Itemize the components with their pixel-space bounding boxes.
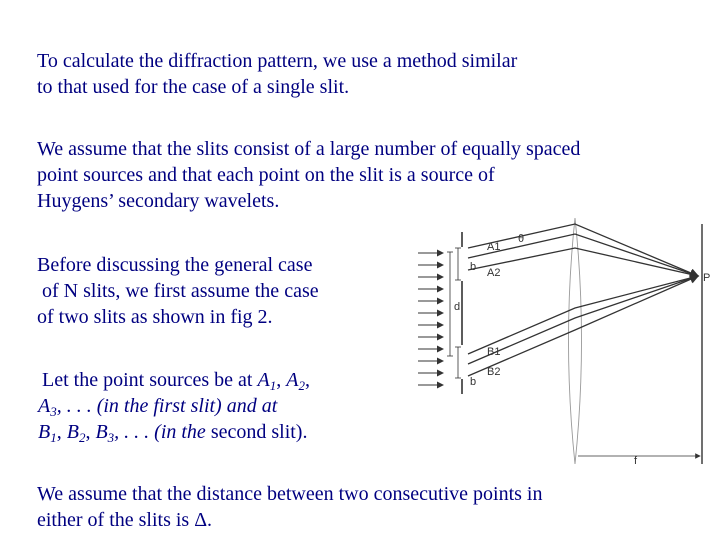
label-d: d bbox=[454, 301, 461, 313]
text-fragment: , bbox=[276, 369, 287, 391]
text-line bbox=[42, 367, 310, 393]
text-line bbox=[38, 393, 310, 419]
symbol: A bbox=[38, 395, 51, 417]
subscript: 1 bbox=[50, 430, 57, 445]
text-line: We assume that the distance between two consecutive points in bbox=[37, 483, 543, 505]
subscript: 2 bbox=[78, 430, 86, 445]
text-fragment: , . . . (in the first slit) and at bbox=[56, 395, 278, 417]
text-line: Huygens’ secondary wavelets. bbox=[37, 190, 280, 212]
text-line: of two slits as shown in fig 2. bbox=[37, 306, 273, 328]
subscript: 3 bbox=[50, 404, 57, 419]
text-fragment: second slit). bbox=[205, 421, 308, 443]
label-p: P bbox=[703, 272, 710, 284]
label-theta: θ bbox=[518, 233, 525, 245]
text-fragment: , bbox=[56, 421, 67, 443]
paragraph-spacing bbox=[37, 481, 542, 533]
paragraph-assumption bbox=[37, 136, 580, 214]
double-slit-diagram bbox=[410, 212, 710, 474]
paragraph-method bbox=[37, 48, 517, 100]
lens bbox=[569, 218, 582, 464]
symbol: A bbox=[257, 369, 270, 391]
symbol: A bbox=[286, 369, 299, 391]
text-line: We assume that the slits consist of a large number of equally spaced bbox=[37, 138, 581, 160]
diffracted-rays bbox=[468, 224, 698, 376]
label-b1: B1 bbox=[487, 346, 501, 358]
text-fragment: , . . . (in the bbox=[114, 421, 206, 443]
text-line: point sources and that each point on the slit is a source of bbox=[37, 164, 495, 186]
label-b2: B2 bbox=[487, 366, 501, 378]
label-b-top: b bbox=[470, 261, 477, 273]
symbol: B bbox=[66, 421, 79, 443]
label-b-bottom: b bbox=[470, 376, 477, 388]
text-line: To calculate the diffraction pattern, we use a method similar bbox=[37, 50, 518, 72]
paragraph-two-slits bbox=[37, 252, 319, 330]
symbol: B bbox=[95, 421, 108, 443]
text-fragment: , bbox=[304, 369, 310, 391]
subscript: 1 bbox=[269, 378, 277, 393]
text-line: Before discussing the general case bbox=[37, 254, 313, 276]
text-line: to that used for the case of a single slit. bbox=[37, 76, 350, 98]
symbol: B bbox=[38, 421, 51, 443]
text-line: either of the slits is Δ. bbox=[37, 509, 213, 531]
label-a1: A1 bbox=[487, 241, 501, 253]
subscript: 2 bbox=[298, 378, 305, 393]
label-f: f bbox=[634, 455, 638, 467]
text-fragment: , bbox=[85, 421, 96, 443]
text-line bbox=[38, 419, 310, 445]
text-line: of N slits, we first assume the case bbox=[37, 280, 319, 302]
incident-wave-arrows bbox=[418, 253, 443, 385]
paragraph-point-sources bbox=[38, 367, 310, 445]
dimension-lines bbox=[447, 248, 461, 378]
label-a2: A2 bbox=[487, 267, 501, 279]
subscript: 3 bbox=[107, 430, 115, 445]
text-fragment: Let the point sources be at bbox=[42, 369, 258, 391]
